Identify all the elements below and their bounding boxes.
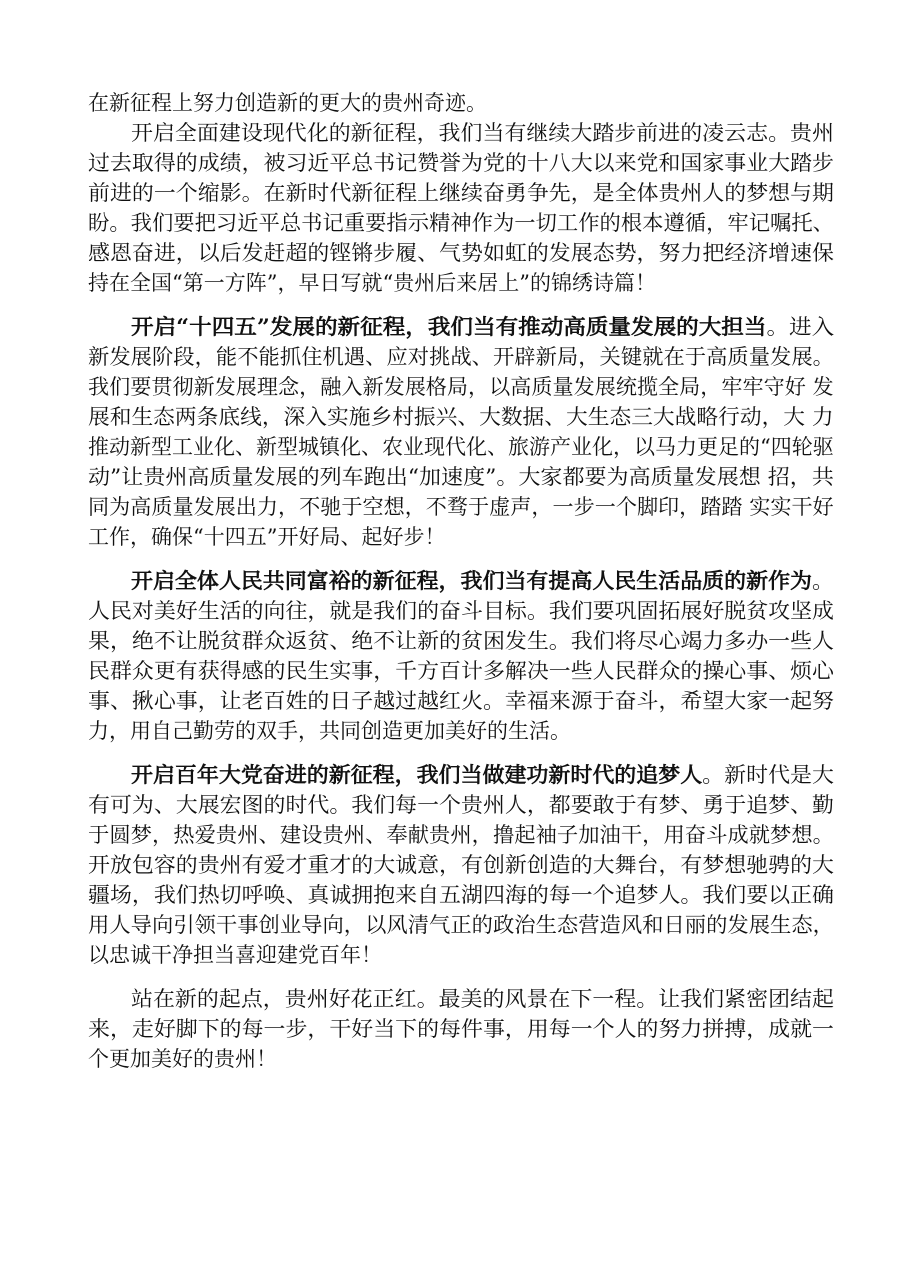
text-segment: 在新征程上努力创造新的更大的贵州奇迹。 — [88, 91, 487, 115]
text-line — [88, 342, 834, 372]
text-line — [88, 850, 834, 880]
text-line — [88, 790, 834, 820]
text-line — [88, 208, 834, 238]
text-segment: 以忠诚干净担当喜迎建党百年！ — [88, 943, 382, 967]
text-line — [131, 760, 834, 790]
text-line — [88, 1014, 834, 1044]
text-segment: 工作，确保“十四五”开好局、起好步！ — [88, 525, 446, 549]
text-line — [131, 984, 834, 1014]
text-segment: 于圆梦，热爱贵州、建设贵州、奉献贵州，撸起袖子加油干，用奋斗成就梦想。 — [88, 823, 834, 847]
text-segment: 开放包容的贵州有爱才重才的大诚意，有创新创造的大舞台，有梦想驰骋的大 — [88, 853, 834, 877]
text-segment: 持在全国“第一方阵”，早日写就“贵州后来居上”的锦绣诗篇！ — [88, 271, 656, 295]
text-line — [88, 716, 571, 746]
text-segment: 力，用自己勤劳的双手，共同创造更加美好的生活。 — [88, 719, 571, 743]
text-segment: 。 — [812, 569, 834, 593]
text-line — [88, 596, 834, 626]
text-line — [88, 462, 834, 492]
text-segment: 个更加美好的贵州！ — [88, 1047, 277, 1071]
text-line — [88, 686, 834, 716]
text-line — [88, 656, 834, 686]
text-segment: 同为高质量发展出力，不驰于空想，不骛于虚声，一步一个脚印，踏踏 实实干好 — [88, 495, 834, 519]
text-line — [88, 432, 834, 462]
text-line — [131, 118, 834, 148]
text-segment: 新发展阶段，能不能抓住机遇、应对挑战、开辟新局，关键就在于高质量发展。 — [88, 345, 834, 369]
text-segment: 我们要贯彻新发展理念，融入新发展格局，以高质量发展统揽全局，牢牢守好 发 — [88, 375, 834, 399]
text-segment: 人民对美好生活的向往，就是我们的奋斗目标。我们要巩固拓展好脱贫攻坚成 — [88, 599, 834, 623]
text-line — [88, 492, 834, 522]
text-segment: 站在新的起点，贵州好花正红。最美的风景在下一程。让我们紧密团结起 — [131, 987, 834, 1011]
text-line — [131, 312, 834, 342]
text-segment: 前进的一个缩影。在新时代新征程上继续奋勇争先，是全体贵州人的梦想与期 — [88, 181, 834, 205]
text-segment: 有可为、大展宏图的时代。我们每一个贵州人，都要敢于有梦、勇于追梦、勤 — [88, 793, 834, 817]
bold-heading-text: 开启“十四五”发展的新征程，我们当有推动高质量发展的大担当 — [131, 314, 767, 339]
text-segment: 推动新型工业化、新型城镇化、农业现代化、旅游产业化，以马力更足的“四轮驱 — [88, 435, 834, 459]
text-segment: 。新时代是大 — [702, 763, 834, 787]
text-line — [88, 910, 834, 940]
text-line — [88, 148, 834, 178]
text-line — [88, 880, 834, 910]
text-segment: 疆场，我们热切呼唤、真诚拥抱来自五湖四海的每一个追梦人。我们要以正确 — [88, 883, 834, 907]
text-segment: 民群众更有获得感的民生实事，千方百计多解决一些人民群众的操心事、烦心 — [88, 659, 834, 683]
text-segment: 。进入 — [766, 315, 835, 339]
text-line — [88, 372, 834, 402]
text-segment: 开启全面建设现代化的新征程，我们当有继续大踏步前进的凌云志。贵州 — [131, 121, 834, 145]
text-line — [88, 626, 834, 656]
text-segment: 展和生态两条底线，深入实施乡村振兴、大数据、大生态三大战略行动，大 力 — [88, 405, 834, 429]
text-line — [88, 268, 656, 298]
text-line — [88, 402, 834, 432]
text-line — [88, 1044, 277, 1074]
text-segment: 来，走好脚下的每一步，干好当下的每件事，用每一个人的努力拼搏，成就一 — [88, 1017, 834, 1041]
text-segment: 动”让贵州高质量发展的列车跑出“加速度”。大家都要为高质量发展想 招，共 — [88, 465, 834, 489]
bold-heading-text: 开启全体人民共同富裕的新征程，我们当有提高人民生活品质的新作为 — [131, 568, 813, 593]
text-segment: 过去取得的成绩，被习近平总书记赞誉为党的十八大以来党和国家事业大踏步 — [88, 151, 834, 175]
text-segment: 盼。我们要把习近平总书记重要指示精神作为一切工作的根本遵循，牢记嘱托、 — [88, 211, 834, 235]
text-line — [131, 566, 834, 596]
bold-heading-text: 开启百年大党奋进的新征程，我们当做建功新时代的追梦人 — [131, 762, 703, 787]
text-segment: 事、揪心事，让老百姓的日子越过越红火。幸福来源于奋斗，希望大家一起努 — [88, 689, 834, 713]
text-line — [88, 820, 834, 850]
text-segment: 用人导向引领干事创业导向，以风清气正的政治生态营造风和日丽的发展生态， — [88, 913, 834, 937]
text-segment: 感恩奋进，以后发赶超的铿锵步履、气势如虹的发展态势，努力把经济增速保 — [88, 241, 834, 265]
text-line — [88, 178, 834, 208]
text-line — [88, 940, 382, 970]
text-line — [88, 522, 445, 552]
text-line — [88, 238, 834, 268]
text-line — [88, 88, 487, 118]
text-segment: 果，绝不让脱贫群众返贫、绝不让新的贫困发生。我们将尽心竭力多办一些人 — [88, 629, 834, 653]
